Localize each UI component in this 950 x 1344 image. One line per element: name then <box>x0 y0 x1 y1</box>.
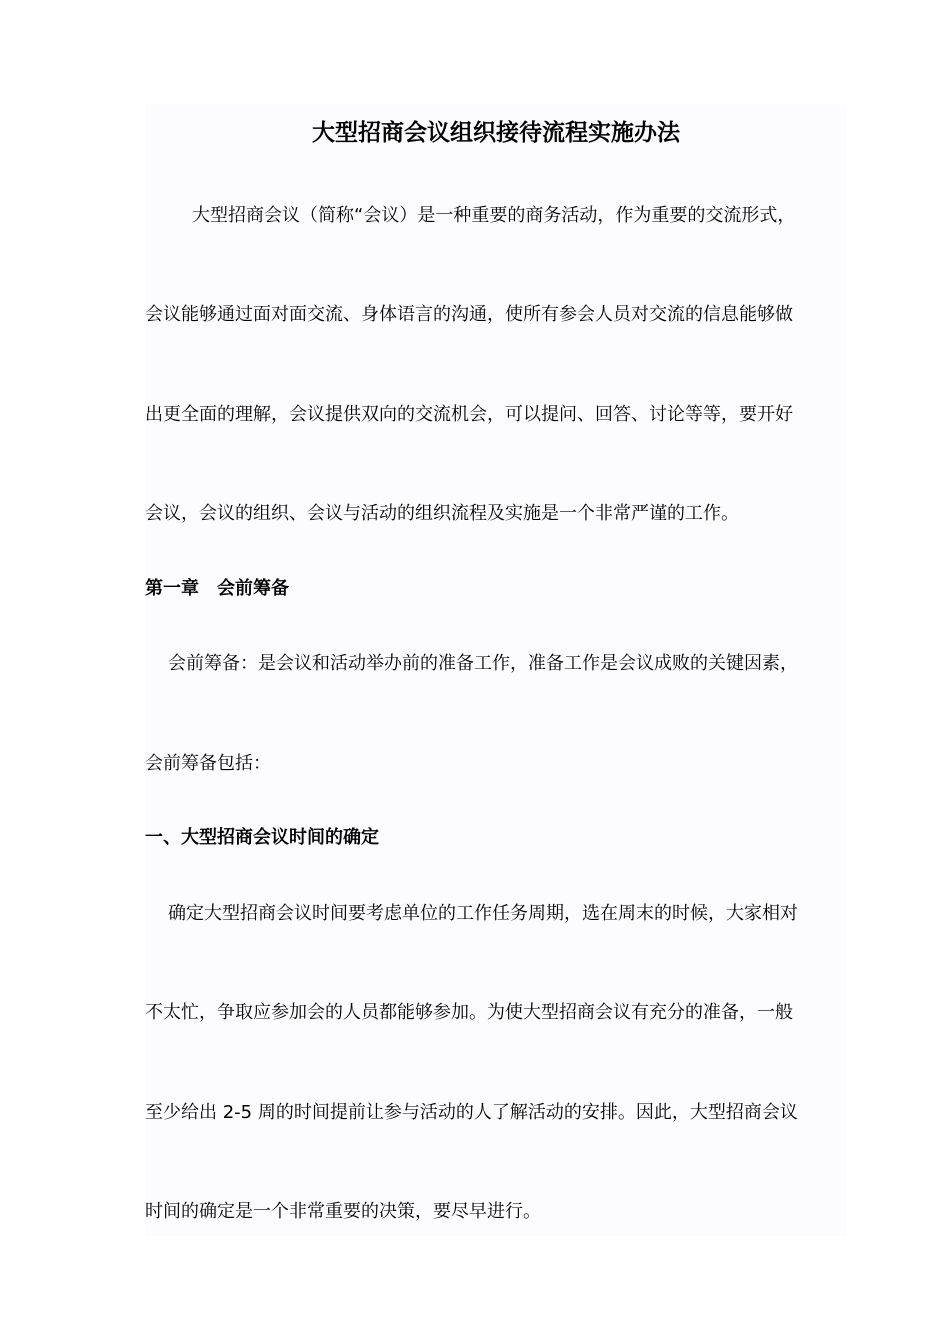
chapter-paragraph-line-2: 会前筹备包括： <box>145 753 271 774</box>
section-paragraph-line-2: 不太忙，争取应参加会的人员都能够参加。为使大型招商会议有充分的准备，一般 <box>145 1002 793 1023</box>
section-paragraph-line-1: 确定大型招商会议时间要考虑单位的工作任务周期，选在周末的时候，大家相对 <box>168 903 798 924</box>
document-page <box>145 104 847 1236</box>
section-paragraph-line-4: 时间的确定是一个非常重要的决策，要尽早进行。 <box>145 1201 541 1222</box>
intro-line-4: 会议，会议的组织、会议与活动的组织流程及实施是一个非常严谨的工作。 <box>145 503 739 524</box>
intro-line-1: 大型招商会议（简称“会议）是一种重要的商务活动，作为重要的交流形式， <box>192 205 796 226</box>
section-heading: 一、大型招商会议时间的确定 <box>145 827 379 848</box>
chapter-paragraph-line-1: 会前筹备：是会议和活动举办前的准备工作，准备工作是会议成败的关键因素， <box>168 653 798 674</box>
intro-line-2: 会议能够通过面对面交流、身体语言的沟通，使所有参会人员对交流的信息能够做 <box>145 304 793 325</box>
chapter-heading: 第一章 会前筹备 <box>145 578 289 599</box>
document-title: 大型招商会议组织接待流程实施办法 <box>312 120 680 146</box>
section-paragraph-line-3: 至少给出 2-5 周的时间提前让参与活动的人了解活动的安排。因此，大型招商会议 <box>145 1102 798 1123</box>
intro-line-3: 出更全面的理解，会议提供双向的交流机会，可以提问、回答、讨论等等，要开好 <box>145 404 793 425</box>
